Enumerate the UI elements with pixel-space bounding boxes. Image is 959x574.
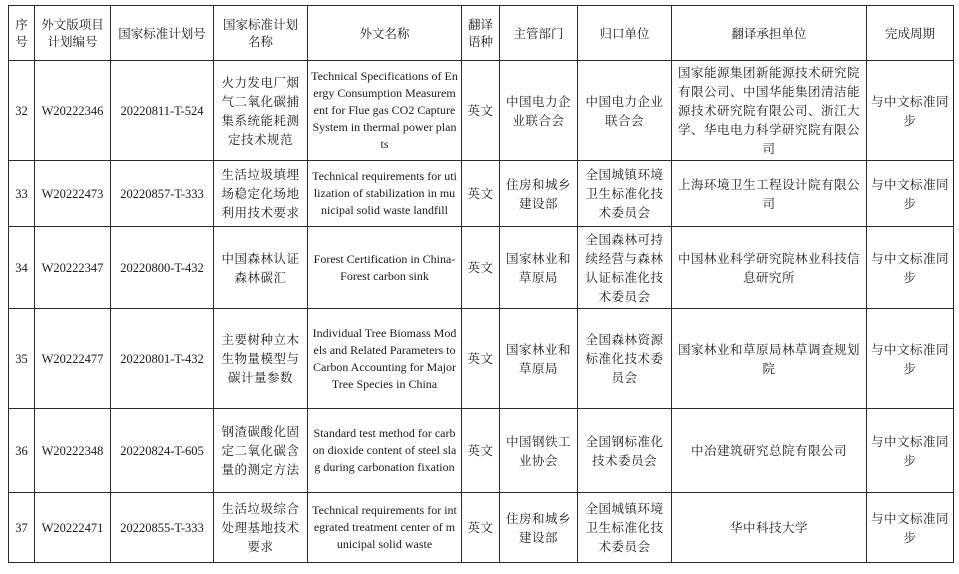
- cell-foreign-name: Standard test method for carbon dioxide content of steel slag during carbonation fixation: [308, 409, 462, 493]
- cell-national-name: 生活垃圾综合处理基地技术要求: [214, 493, 308, 563]
- cell-national-name: 主要树种立木生物量模型与碳计量参数: [214, 309, 308, 409]
- header-period: 完成周期: [867, 6, 954, 61]
- header-translator: 翻译承担单位: [672, 6, 867, 61]
- cell-seq: 37: [9, 493, 35, 563]
- cell-national-plan-no: 20220811-T-524: [111, 61, 214, 161]
- cell-translator: 国家林业和草原局林草调查规划院: [672, 309, 867, 409]
- cell-competent-dept: 住房和城乡建设部: [500, 493, 578, 563]
- cell-national-name: 火力发电厂烟气二氧化碳捕集系统能耗测定技术规范: [214, 61, 308, 161]
- header-language: 翻译语种: [462, 6, 500, 61]
- cell-national-name: 钢渣碳酸化固定二氧化碳含量的测定方法: [214, 409, 308, 493]
- cell-centralized-unit: 全国森林资源标准化技术委员会: [578, 309, 672, 409]
- table-row: [9, 309, 954, 409]
- cell-national-plan-no: 20220857-T-333: [111, 161, 214, 227]
- cell-foreign-plan-no: W20222348: [35, 409, 111, 493]
- cell-competent-dept: 中国电力企业联合会: [500, 61, 578, 161]
- cell-period: 与中文标准同步: [867, 493, 954, 563]
- header-row: [9, 6, 954, 61]
- cell-centralized-unit: 全国城镇环境卫生标准化技术委员会: [578, 161, 672, 227]
- table-row: [9, 493, 954, 563]
- cell-foreign-name: Technical Specifications of Energy Consumption Measurement for Flue gas CO2 Capture System in thermal power plants: [308, 61, 462, 161]
- cell-language: 英文: [462, 161, 500, 227]
- cell-competent-dept: 住房和城乡建设部: [500, 161, 578, 227]
- header-seq: 序号: [9, 6, 35, 61]
- cell-period: 与中文标准同步: [867, 227, 954, 309]
- cell-national-plan-no: 20220801-T-432: [111, 309, 214, 409]
- cell-foreign-name: Technical requirements for utilization of stabilization in municipal solid waste landfill: [308, 161, 462, 227]
- cell-competent-dept: 国家林业和草原局: [500, 309, 578, 409]
- cell-period: 与中文标准同步: [867, 409, 954, 493]
- cell-national-plan-no: 20220855-T-333: [111, 493, 214, 563]
- header-competent-dept: 主管部门: [500, 6, 578, 61]
- cell-language: 英文: [462, 493, 500, 563]
- cell-period: 与中文标准同步: [867, 61, 954, 161]
- header-national-plan-no: 国家标准计划号: [111, 6, 214, 61]
- table-row: [9, 409, 954, 493]
- cell-period: 与中文标准同步: [867, 161, 954, 227]
- cell-foreign-name: Individual Tree Biomass Models and Related Parameters to Carbon Accounting for Major Tree Species in China: [308, 309, 462, 409]
- cell-language: 英文: [462, 227, 500, 309]
- header-foreign-plan-no: 外文版项目计划编号: [35, 6, 111, 61]
- cell-national-plan-no: 20220800-T-432: [111, 227, 214, 309]
- header-national-name: 国家标准计划名称: [214, 6, 308, 61]
- cell-period: 与中文标准同步: [867, 309, 954, 409]
- cell-national-plan-no: 20220824-T-605: [111, 409, 214, 493]
- cell-national-name: 中国森林认证森林碳汇: [214, 227, 308, 309]
- cell-language: 英文: [462, 61, 500, 161]
- cell-seq: 35: [9, 309, 35, 409]
- cell-foreign-plan-no: W20222473: [35, 161, 111, 227]
- cell-seq: 36: [9, 409, 35, 493]
- cell-foreign-name: Forest Certification in China-Forest carbon sink: [308, 227, 462, 309]
- cell-translator: 中国林业科学研究院林业科技信息研究所: [672, 227, 867, 309]
- cell-foreign-plan-no: W20222471: [35, 493, 111, 563]
- table-row: [9, 161, 954, 227]
- cell-translator: 上海环境卫生工程设计院有限公司: [672, 161, 867, 227]
- cell-centralized-unit: 全国城镇环境卫生标准化技术委员会: [578, 493, 672, 563]
- cell-language: 英文: [462, 309, 500, 409]
- cell-language: 英文: [462, 409, 500, 493]
- standards-table: [8, 5, 954, 563]
- cell-foreign-plan-no: W20222347: [35, 227, 111, 309]
- cell-seq: 32: [9, 61, 35, 161]
- cell-national-name: 生活垃圾填埋场稳定化场地利用技术要求: [214, 161, 308, 227]
- cell-centralized-unit: 中国电力企业联合会: [578, 61, 672, 161]
- cell-seq: 33: [9, 161, 35, 227]
- cell-foreign-plan-no: W20222346: [35, 61, 111, 161]
- table-row: [9, 61, 954, 161]
- cell-foreign-plan-no: W20222477: [35, 309, 111, 409]
- cell-translator: 中冶建筑研究总院有限公司: [672, 409, 867, 493]
- cell-translator: 国家能源集团新能源技术研究院有限公司、中国华能集团清洁能源技术研究院有限公司、浙江大学、华电电力科学研究院有限公司: [672, 61, 867, 161]
- header-centralized-unit: 归口单位: [578, 6, 672, 61]
- cell-competent-dept: 国家林业和草原局: [500, 227, 578, 309]
- cell-centralized-unit: 全国钢标准化技术委员会: [578, 409, 672, 493]
- cell-centralized-unit: 全国森林可持续经营与森林认证标准化技术委员会: [578, 227, 672, 309]
- cell-translator: 华中科技大学: [672, 493, 867, 563]
- header-foreign-name: 外文名称: [308, 6, 462, 61]
- cell-seq: 34: [9, 227, 35, 309]
- table-row: [9, 227, 954, 309]
- cell-competent-dept: 中国钢铁工业协会: [500, 409, 578, 493]
- cell-foreign-name: Technical requirements for integrated treatment center of municipal solid waste: [308, 493, 462, 563]
